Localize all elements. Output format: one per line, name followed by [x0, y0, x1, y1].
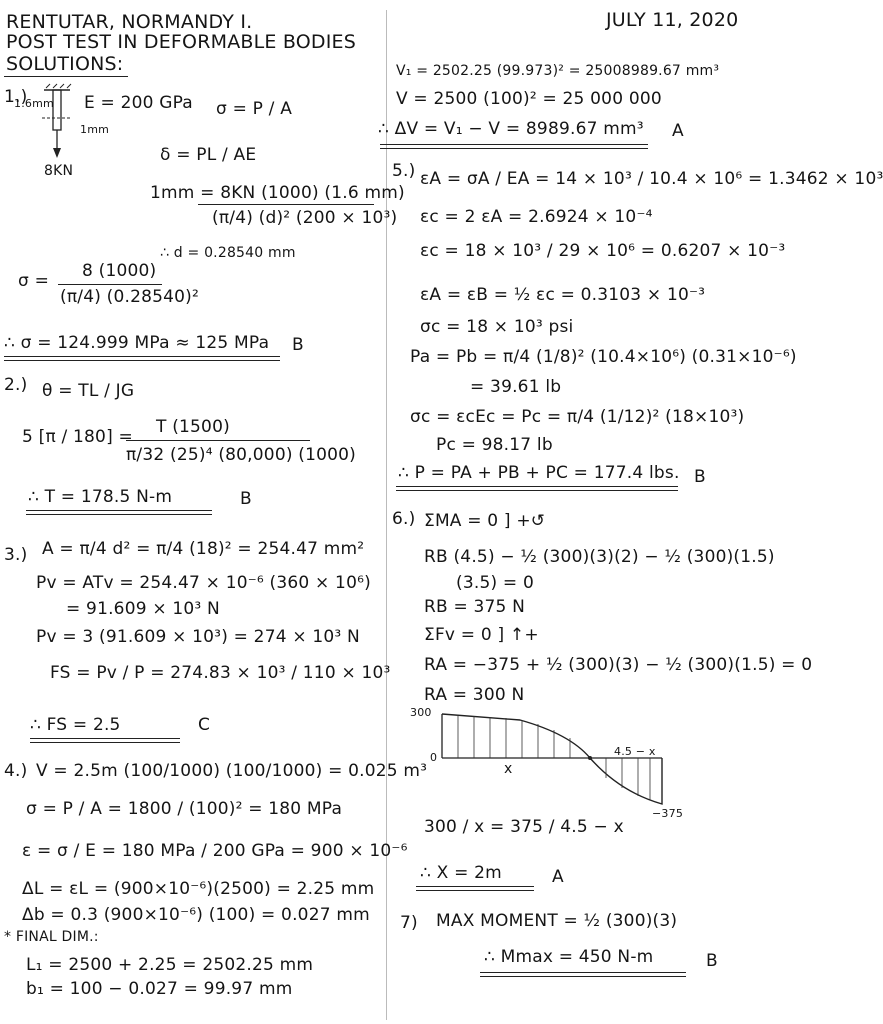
p4-stress: σ = P / A = 1800 / (100)² = 180 MPa	[26, 799, 343, 819]
p3-result: ∴ FS = 2.5	[30, 715, 121, 735]
shear-force-diagram	[400, 700, 700, 820]
p3-result-underline-2	[30, 742, 180, 743]
p6-result-underline-2	[416, 890, 534, 891]
p2-equation-denominator: π/32 (25)⁴ (80,000) (1000)	[126, 445, 356, 465]
p2-fraction-bar	[126, 440, 310, 441]
p2-equation-left: 5 [π / 180] =	[22, 427, 133, 447]
p6-reaction-a: RA = 300 N	[424, 685, 525, 705]
p6-moment-line-1: RB (4.5) − ½ (300)(3)(2) − ½ (300)(1.5)	[424, 547, 775, 567]
p5b-answer: B	[694, 467, 706, 487]
p6-reaction-a-equation: RA = −375 + ½ (300)(3) − ½ (300)(1.5) = 0	[424, 655, 813, 675]
p6-ratio: 300 / x = 375 / 4.5 − x	[424, 817, 624, 837]
p5b-strain-c-2: εc = 18 × 10³ / 29 × 10⁶ = 0.6207 × 10⁻³	[420, 241, 786, 261]
problem-3-number: 3.)	[4, 545, 28, 565]
p2-result: ∴ T = 178.5 N-m	[28, 487, 173, 507]
p5b-pa-line-1: Pa = Pb = π/4 (1/8)² (10.4×10⁶) (0.31×10⁻⁶)	[410, 347, 797, 367]
p4-width-change: Δb = 0.3 (900×10⁻⁶) (100) = 0.027 mm	[22, 905, 370, 925]
p5-original-volume: V = 2500 (100)² = 25 000 000	[396, 89, 662, 109]
p6-result: ∴ X = 2m	[420, 863, 502, 883]
problem-5-number: 5.)	[392, 161, 416, 181]
p2-twist-formula: θ = TL / JG	[42, 381, 135, 401]
problem-2-number: 2.)	[4, 375, 28, 395]
p6-result-underline	[416, 886, 534, 887]
p1-modulus: E = 200 GPa	[84, 93, 193, 113]
p5-result: ∴ ΔV = V₁ − V = 8989.67 mm³	[378, 119, 644, 139]
p1-stress-formula: σ = P / A	[216, 99, 293, 119]
problem-4-number: 4.)	[4, 761, 28, 781]
solutions-underline	[4, 76, 128, 77]
fig-diameter-label: 1.6mm	[14, 97, 54, 110]
p7-max-moment: MAX MOMENT = ½ (300)(3)	[436, 911, 678, 931]
p5-answer: A	[672, 121, 684, 141]
p5b-strain-a: εA = σA / EA = 14 × 10³ / 10.4 × 10⁶ = 1.3462 × 10³	[420, 169, 883, 189]
fig-load-label: 8KN	[44, 163, 74, 179]
p4-final-length: L₁ = 2500 + 2.25 = 2502.25 mm	[26, 955, 314, 975]
p5b-pa-line-2: = 39.61 lb	[470, 377, 562, 397]
p1-substitution-denominator: (π/4) (d)² (200 × 10³)	[212, 208, 398, 228]
p6-answer: A	[552, 867, 564, 887]
p3-pv-line-1: Pv = ATv = 254.47 × 10⁻⁶ (360 × 10⁶)	[36, 573, 371, 593]
p5b-result-underline-2	[396, 490, 678, 491]
p5b-result-underline	[396, 486, 678, 487]
problem-7-number: 7)	[400, 913, 418, 933]
p5-result-underline	[380, 144, 648, 145]
p7-result-underline	[480, 972, 686, 973]
p4-strain: ε = σ / E = 180 MPa / 200 GPa = 900 × 10⁻⁶	[22, 841, 408, 861]
p5b-result: ∴ P = PA + PB + PC = 177.4 lbs.	[398, 463, 680, 483]
author-name: RENTUTAR, NORMANDY I.	[6, 11, 253, 33]
document-date: JULY 11, 2020	[606, 9, 739, 31]
p5b-pc-line-2: Pc = 98.17 lb	[436, 435, 553, 455]
diagram-top-label: 300	[410, 706, 432, 719]
p1-diameter-result: ∴ d = 0.28540 mm	[160, 245, 296, 261]
diagram-zero-label: 0	[430, 751, 438, 764]
p1-deformation-formula: δ = PL / AE	[160, 145, 257, 165]
p4-final-width: b₁ = 100 − 0.027 = 99.97 mm	[26, 979, 293, 999]
problem-6-number: 6.)	[392, 509, 416, 529]
p2-equation-numerator: T (1500)	[156, 417, 230, 437]
problem-1-number: 1.)	[4, 87, 28, 107]
p1-stress-label: σ =	[18, 271, 50, 291]
p1-substitution-numerator: 1mm = 8KN (1000) (1.6 mm)	[150, 183, 405, 203]
p3-factor-of-safety: FS = Pv / P = 274.83 × 10³ / 110 × 10³	[50, 663, 391, 683]
p1-result-underline	[4, 356, 280, 357]
p2-result-underline-2	[26, 514, 212, 515]
p5b-pc-line-1: σc = εcEc = Pc = π/4 (1/12)² (18×10³)	[410, 407, 745, 427]
p5b-strain-ab: εA = εB = ½ εc = 0.3103 × 10⁻³	[420, 285, 706, 305]
document-title: POST TEST IN DEFORMABLE BODIES	[6, 31, 357, 53]
fig-length-label: 1mm	[80, 123, 110, 136]
p1-fraction-bar	[198, 204, 374, 205]
p6-force-equation: ΣFv = 0 ] ↑+	[424, 625, 539, 645]
p1-answer: B	[292, 335, 304, 355]
p7-result-underline-2	[480, 976, 686, 977]
diagram-bottom-label: −375	[652, 807, 684, 820]
p6-reaction-b: RB = 375 N	[424, 597, 526, 617]
p3-pv-line-3: Pv = 3 (91.609 × 10³) = 274 × 10³ N	[36, 627, 360, 647]
p2-answer: B	[240, 489, 252, 509]
p3-area: A = π/4 d² = π/4 (18)² = 254.47 mm²	[42, 539, 365, 559]
diagram-right-label: 4.5 − x	[614, 745, 656, 758]
p1-stress-fraction-bar	[58, 284, 162, 285]
p4-final-dim-heading: * FINAL DIM.:	[4, 929, 99, 945]
solutions-heading: SOLUTIONS:	[6, 53, 124, 75]
p2-result-underline	[26, 510, 212, 511]
p7-answer: B	[706, 951, 718, 971]
p3-pv-line-2: = 91.609 × 10³ N	[66, 599, 220, 619]
p5b-strain-c-1: εc = 2 εA = 2.6924 × 10⁻⁴	[420, 207, 653, 227]
p5b-stress-c: σc = 18 × 10³ psi	[420, 317, 574, 337]
p1-stress-numerator: 8 (1000)	[82, 261, 157, 281]
p6-moment-line-2: (3.5) = 0	[456, 573, 534, 593]
p6-moment-equation: ΣMA = 0 ] +↺	[424, 511, 546, 531]
p5-new-volume: V₁ = 2502.25 (99.973)² = 25008989.67 mm³	[396, 63, 720, 79]
column-divider	[386, 10, 387, 1020]
p1-result: ∴ σ = 124.999 MPa ≈ 125 MPa	[4, 333, 270, 353]
p4-volume: V = 2.5m (100/1000) (100/1000) = 0.025 m³	[36, 761, 428, 781]
p5-result-underline-2	[380, 148, 648, 149]
p1-result-underline-2	[4, 360, 280, 361]
diagram-x-label: x	[504, 761, 513, 777]
p7-result: ∴ Mmax = 450 N-m	[484, 947, 654, 967]
p4-length-change: ΔL = εL = (900×10⁻⁶)(2500) = 2.25 mm	[22, 879, 375, 899]
p1-stress-denominator: (π/4) (0.28540)²	[60, 287, 200, 307]
p3-result-underline	[30, 738, 180, 739]
p3-answer: C	[198, 715, 211, 735]
